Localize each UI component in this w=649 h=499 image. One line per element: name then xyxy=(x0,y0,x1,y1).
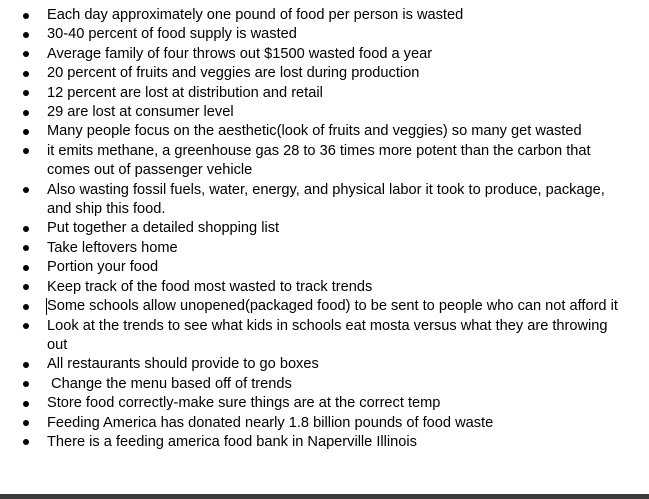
bullet-icon xyxy=(23,148,29,154)
list-item-text[interactable]: Each day approximately one pound of food per person is wasted xyxy=(47,7,464,23)
bullet-icon xyxy=(23,401,29,407)
list-item-text[interactable]: Average family of four throws out $1500 wasted food a year xyxy=(47,45,433,62)
text-cursor xyxy=(46,298,47,315)
bullet-icon xyxy=(23,304,29,310)
list-item-text[interactable]: Portion your food xyxy=(47,259,159,276)
bullet-icon xyxy=(23,226,29,232)
bottom-edge-bar xyxy=(0,494,649,499)
list-item[interactable] xyxy=(0,433,649,452)
list-item[interactable] xyxy=(0,278,649,297)
list-item-text[interactable]: Store food correctly-make sure things are at the correct temp xyxy=(47,395,441,412)
list-item[interactable] xyxy=(0,297,649,316)
bullet-icon xyxy=(23,265,29,271)
list-item-text[interactable]: Look at the trends to see what kids in schools eat mosta versus what they are throwing out xyxy=(47,317,608,353)
bullet-icon xyxy=(23,323,29,329)
list-item-text[interactable]: 30-40 percent of food supply is wasted xyxy=(47,26,297,43)
list-item-text[interactable]: it emits methane, a greenhouse gas 28 to 36 times more potent than the carbon that comes out of passenger vehicle xyxy=(47,142,591,179)
list-item-text[interactable]: Take leftovers home xyxy=(47,239,178,256)
list-item[interactable] xyxy=(0,103,649,122)
bullet-icon xyxy=(23,187,29,193)
bullet-icon xyxy=(23,381,29,387)
bullet-list xyxy=(0,6,649,452)
bullet-icon xyxy=(23,110,29,116)
list-item[interactable] xyxy=(0,45,649,64)
bullet-icon xyxy=(23,439,29,445)
list-item-text[interactable]: There is a feeding america food bank in Naperville Illinois xyxy=(47,433,417,450)
bullet-icon xyxy=(23,362,29,368)
list-item-text[interactable]: Put together a detailed shopping list xyxy=(47,220,280,237)
bullet-icon xyxy=(23,51,29,57)
list-item[interactable] xyxy=(0,258,649,277)
list-item-text[interactable]: Change the menu based off of trends xyxy=(47,375,292,392)
list-item-text[interactable]: 29 are lost at consumer level xyxy=(47,104,234,121)
list-item[interactable] xyxy=(0,414,649,433)
bullet-icon xyxy=(23,284,29,290)
list-item-text[interactable]: Also wasting fossil fuels, water, energy, and physical labor it took to produce, package, and ship this food. xyxy=(47,181,605,218)
list-item-text[interactable]: Many people focus on the aesthetic(look of fruits and veggies) so many get wasted xyxy=(47,123,582,140)
list-item[interactable] xyxy=(0,64,649,83)
list-item[interactable] xyxy=(0,181,649,220)
list-item-text[interactable]: Keep track of the food most wasted to track trends xyxy=(47,278,373,295)
list-item-text[interactable]: 20 percent of fruits and veggies are lost during production xyxy=(47,65,420,82)
list-item-text[interactable]: 12 percent are lost at distribution and retail xyxy=(47,84,323,101)
list-item[interactable] xyxy=(0,6,649,25)
bullet-icon xyxy=(23,420,29,426)
list-item[interactable] xyxy=(0,142,649,181)
list-item[interactable] xyxy=(0,122,649,141)
list-item[interactable] xyxy=(0,317,649,356)
list-item-text[interactable]: All restaurants should provide to go boxes xyxy=(47,356,319,373)
bullet-icon xyxy=(23,245,29,251)
bullet-icon xyxy=(23,90,29,96)
list-item[interactable] xyxy=(0,394,649,413)
list-item[interactable] xyxy=(0,25,649,44)
list-item[interactable] xyxy=(0,239,649,258)
list-item[interactable] xyxy=(0,219,649,238)
list-item-text[interactable]: Feeding America has donated nearly 1.8 billion pounds of food waste xyxy=(47,414,494,431)
list-item[interactable] xyxy=(0,84,649,103)
bullet-icon xyxy=(23,129,29,135)
bullet-icon xyxy=(23,71,29,77)
bullet-icon xyxy=(23,32,29,38)
list-item[interactable] xyxy=(0,375,649,394)
list-item[interactable] xyxy=(0,355,649,374)
list-item-text[interactable]: Some schools allow unopened(packaged food) to be sent to people who can not afford it xyxy=(47,298,618,315)
bullet-icon xyxy=(23,13,29,19)
